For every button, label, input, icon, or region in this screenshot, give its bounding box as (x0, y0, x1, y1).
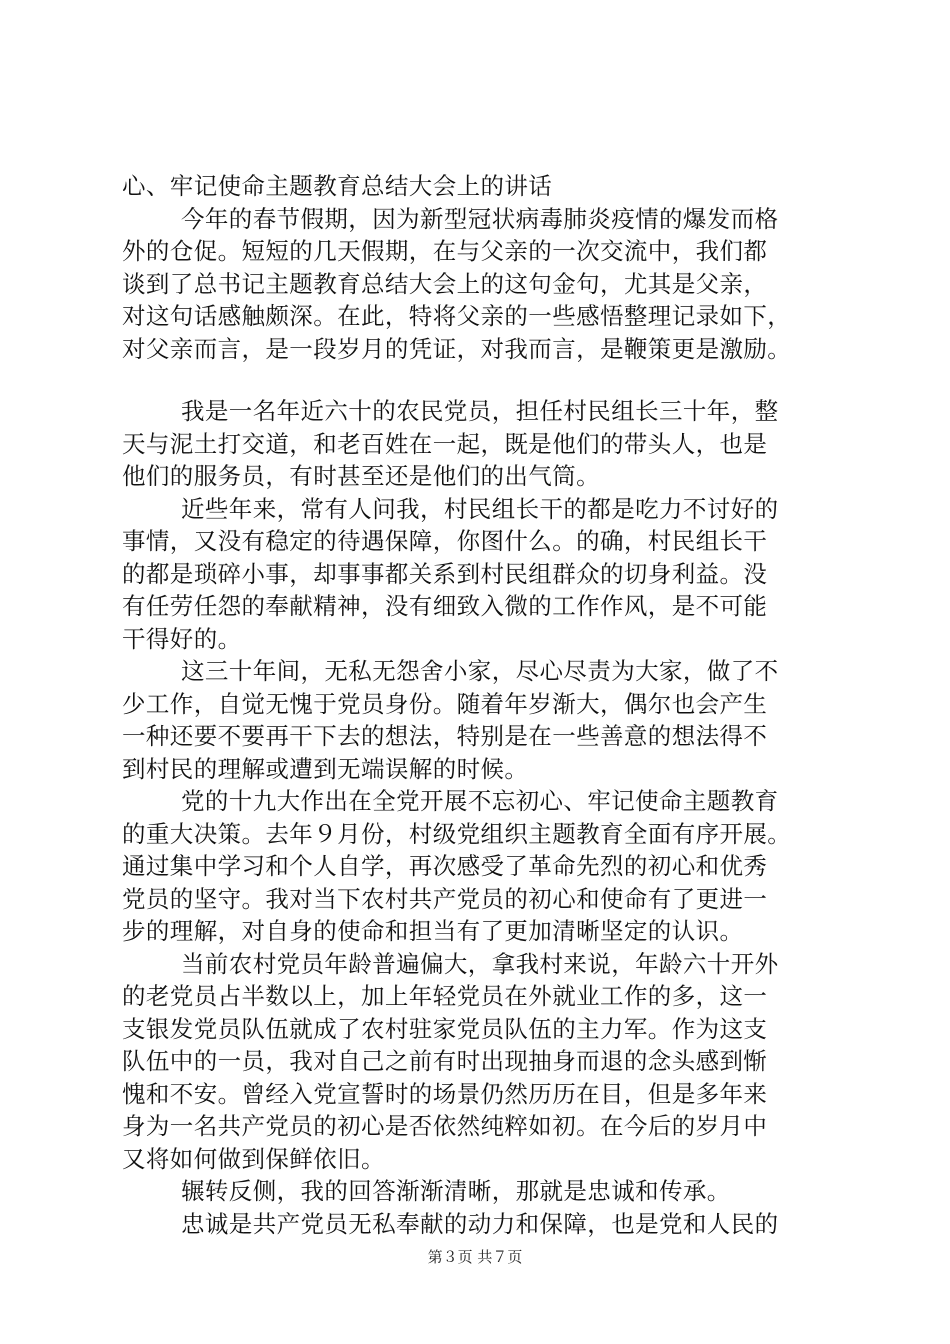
paragraph-line: 他们的服务员，有时甚至还是他们的出气筒。 (122, 462, 600, 490)
paragraph-line: 的老党员占半数以上，加上年轻党员在外就业工作的多，这一 (122, 982, 768, 1010)
paragraph-line: 天与泥土打交道，和老百姓在一起，既是他们的带头人，也是 (122, 429, 768, 458)
paragraph-line: 到村民的理解或遭到无端误解的时候。 (122, 754, 529, 783)
paragraph-line: 辗转反侧，我的回答渐渐清晰，那就是忠诚和传承。 (181, 1177, 731, 1205)
paragraph-line: 有任劳任怨的奉献精神，没有细致入微的工作作风，是不可能 (122, 592, 768, 620)
paragraph (122, 1208, 842, 1241)
paragraph-line: 我是一名年近六十的农民党员，担任村民组长三十年，整 (181, 397, 779, 425)
paragraph (122, 1175, 842, 1208)
page-footer (0, 1247, 950, 1267)
paragraph-line: 少工作，自觉无愧于党员身份。随着年岁渐大，偶尔也会产生 (122, 689, 768, 718)
paragraph-line: 当前农村党员年龄普遍偏大，拿我村来说，年龄六十开外 (181, 949, 779, 978)
paragraph-line: 一种还要不要再干下去的想法，特别是在一些善意的想法得不 (122, 722, 768, 750)
paragraph-line: 身为一名共产党员的初心是否依然纯粹如初。在今后的岁月中 (122, 1112, 768, 1140)
heading-line: 心、牢记使命主题教育总结大会上的讲话 (122, 172, 553, 200)
paragraph-line: 步的理解，对自身的使命和担当有了更加清晰坚定的认识。 (122, 917, 744, 945)
page-number: 第３页 共７页 (427, 1248, 523, 1266)
paragraph-line: 对这句话感触颇深。在此，特将父亲的一些感悟整理记录如下， (122, 302, 792, 330)
paragraph-gap (122, 365, 842, 395)
paragraph (122, 395, 842, 493)
paragraph-line: 愧和不安。曾经入党宣誓时的场景仍然历历在目，但是多年来 (122, 1079, 768, 1108)
paragraph-line: 近些年来，常有人问我，村民组长干的都是吃力不讨好的 (181, 494, 779, 523)
paragraph-line: 干得好的。 (122, 624, 242, 653)
paragraph-line: 党员的坚守。我对当下农村共产党员的初心和使命有了更进一 (122, 884, 768, 913)
paragraph-line: 今年的春节假期，因为新型冠状病毒肺炎疫情的爆发而格 (181, 204, 779, 233)
paragraph-line: 的都是琐碎小事，却事事都关系到村民组群众的切身利益。没 (122, 559, 768, 588)
paragraph-line: 通过集中学习和个人自学，再次感受了革命先烈的初心和优秀 (122, 852, 768, 880)
paragraph (122, 948, 842, 1176)
paragraph (122, 785, 842, 948)
paragraph-line: 支银发党员队伍就成了农村驻家党员队伍的主力军。作为这支 (122, 1014, 768, 1043)
paragraph-line: 忠诚是共产党员无私奉献的动力和保障，也是党和人民的 (181, 1209, 779, 1238)
document-body (122, 170, 842, 1240)
paragraph-line: 这三十年间，无私无怨舍小家，尽心尽责为大家，做了不 (181, 657, 779, 685)
paragraph-line: 的重大决策。去年９月份，村级党组织主题教育全面有序开展。 (122, 819, 792, 848)
paragraph-line: 事情，又没有稳定的待遇保障，你图什么。的确，村民组长干 (122, 527, 768, 555)
paragraph-line: 谈到了总书记主题教育总结大会上的这句金句，尤其是父亲， (122, 269, 768, 298)
paragraph-line: 又将如何做到保鲜依旧。 (122, 1144, 385, 1173)
paragraph (122, 493, 842, 656)
paragraph-line: 外的仓促。短短的几天假期，在与父亲的一次交流中，我们都 (122, 237, 768, 265)
paragraph-line: 对父亲而言，是一段岁月的凭证，对我而言，是鞭策更是激励。 (122, 334, 792, 363)
paragraph-line: 党的十九大作出在全党开展不忘初心、牢记使命主题教育 (181, 787, 779, 815)
paragraph (122, 203, 842, 366)
paragraph (122, 655, 842, 785)
paragraph-line: 队伍中的一员，我对自己之前有时出现抽身而退的念头感到惭 (122, 1047, 768, 1075)
